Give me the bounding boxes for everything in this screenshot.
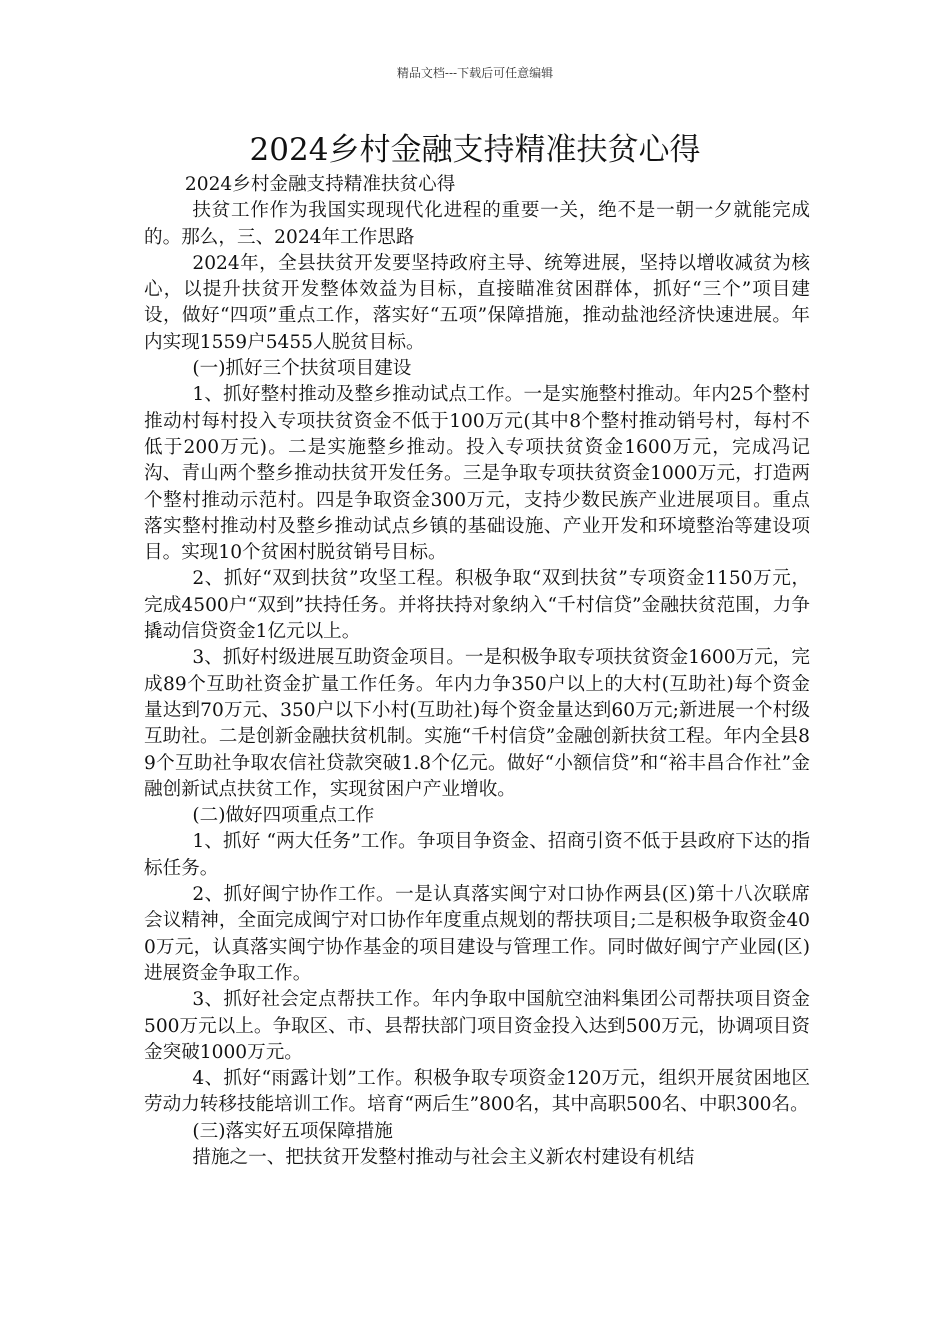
paragraph-1-2: 2、抓好“双到扶贫”攻坚工程。积极争取“双到扶贫”专项资金1150万元，完成4500户“双到”扶持任务。并将扶持对象纳入“千村信贷”金融扶贫范围，力争撬动信贷资金1亿元以上。 (144, 568, 810, 643)
paragraph-2-4: 4、抓好“雨露计划”工作。积极争取专项资金120万元，组织开展贫困地区劳动力转移技能培训工作。培育“两后生”800名，其中高职500名、中职300名。 (144, 1068, 810, 1116)
document-body (144, 172, 810, 1171)
paragraph-intro: 扶贫工作作为我国实现现代化进程的重要一关，绝不是一朝一夕就能完成的。那么，三、2024年工作思路 (144, 200, 810, 248)
document-subtitle: 2024乡村金融支持精准扶贫心得 (184, 174, 456, 195)
paragraph-2-1: 1、抓好 “两大任务”工作。争项目争资金、招商引资不低于县政府下达的指标任务。 (144, 831, 810, 879)
document-title: 2024乡村金融支持精准扶贫心得 (249, 132, 701, 168)
paragraph-2-2: 2、抓好闽宁协作工作。一是认真落实闽宁对口协作两县(区)第十八次联席会议精神，全面完成闽宁对口协作年度重点规划的帮扶项目;二是积极争取资金400万元，认真落实闽宁协作基金的项目建设与管理工作。同时做好闽宁产业园(区)进展资金争取工作。 (144, 884, 810, 984)
section-heading-1: (一)抓好三个扶贫项目建设 (192, 358, 412, 380)
section-heading-2: (二)做好四项重点工作 (192, 805, 375, 827)
paragraph-overview: 2024年，全县扶贫开发要坚持政府主导、统筹进展，坚持以增收减贫为核心，以提升扶贫开发整体效益为目标，直接瞄准贫困群体，抓好“三个”项目建设，做好“四项”重点工作，落实好“五项”保障措施，推动盐池经济快速进展。年内实现1559户5455人脱贫目标。 (144, 252, 810, 353)
paragraph-1-3: 3、抓好村级进展互助资金项目。一是积极争取专项扶贫资金1600万元，完成89个互助社资金扩量工作任务。年内力争350户以上的大村(互助社)每个资金量达到70万元、350户以下小村(互助社)每个资金量达到60万元;新进展一个村级互助社。二是创新金融扶贫机制。实施“千村信贷”金融创新扶贫工程。年内全县89个互助社争取农信社贷款突破1.8个亿元。做好“小额信贷”和“裕丰昌合作社”金融创新试点扶贫工作，实现贫困户产业增收。 (144, 647, 810, 800)
paragraph-2-3: 3、抓好社会定点帮扶工作。年内争取中国航空油料集团公司帮扶项目资金500万元以上。争取区、市、县帮扶部门项目资金投入达到500万元，协调项目资金突破1000万元。 (144, 989, 810, 1063)
section-heading-3: (三)落实好五项保障措施 (192, 1120, 393, 1142)
paragraph-3-1: 措施之一、把扶贫开发整村推动与社会主义新农村建设有机结 (192, 1146, 695, 1168)
paragraph-1-1: 1、抓好整村推动及整乡推动试点工作。一是实施整村推动。年内25个整村推动村每村投入专项扶贫资金不低于100万元(其中8个整村推动销号村，每村不低于200万元)。二是实施整乡推动。投入专项扶贫资金1600万元，完成冯记沟、青山两个整乡推动扶贫开发任务。三是争取专项扶贫资金1000万元，打造两个整村推动示范村。四是争取资金300万元，支持少数民族产业进展项目。重点落实整村推动村及整乡推动试点乡镇的基础设施、产业开发和环境整治等建设项目。实现10个贫困村脱贫销号目标。 (144, 384, 810, 564)
page-header: 精品文档---下载后可任意编辑 (396, 66, 554, 80)
